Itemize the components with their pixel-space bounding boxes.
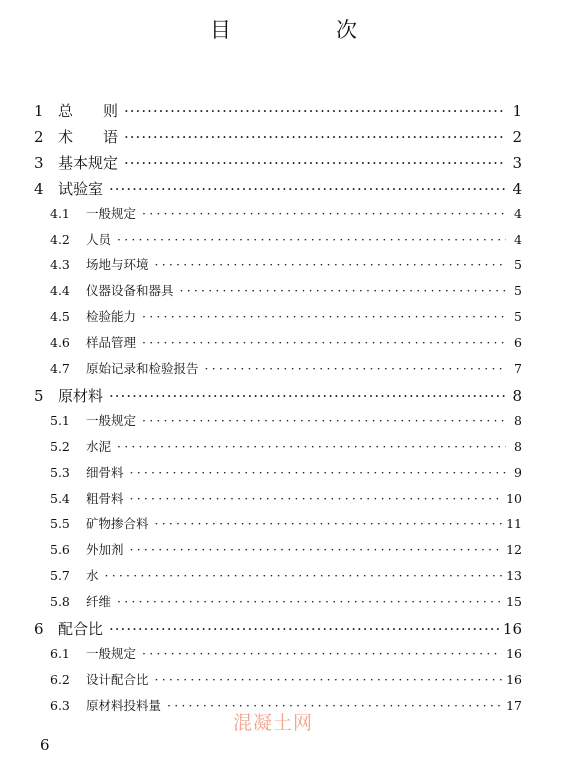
toc-leader-dots — [109, 387, 506, 402]
toc-leader-dots — [130, 465, 506, 478]
toc-entry-title: 总 则 — [58, 102, 119, 120]
toc-entry-number: 4.3 — [50, 257, 70, 273]
toc-entry-page: 5 — [514, 309, 522, 325]
toc-entry-number: 4.7 — [50, 361, 70, 376]
toc-entry[interactable] — [50, 307, 522, 325]
toc-entry-number: 4 — [34, 179, 44, 198]
toc-leader-dots — [130, 491, 503, 504]
toc-entry-page: 6 — [514, 335, 522, 351]
toc-entry-number: 6.3 — [50, 697, 70, 713]
toc-entry-page: 11 — [506, 516, 522, 532]
page-title: 目 次 — [210, 18, 399, 42]
toc-entry-page: 5 — [514, 283, 522, 299]
toc-entry-title: 仪器设备和器具 — [86, 283, 174, 299]
toc-entry[interactable] — [50, 463, 522, 481]
toc-entry-number: 5.5 — [50, 516, 70, 532]
toc-entry[interactable] — [50, 230, 522, 248]
toc-entry[interactable] — [34, 385, 522, 406]
toc-leader-dots — [105, 568, 503, 581]
toc-leader-dots — [124, 154, 506, 169]
toc-entry-title: 水泥 — [86, 438, 112, 454]
toc-entry[interactable] — [50, 514, 522, 532]
toc-entry-page: 16 — [506, 645, 522, 661]
toc-entry-page: 5 — [514, 257, 522, 273]
toc-entry-title: 细骨料 — [86, 464, 124, 480]
toc-entry[interactable] — [50, 644, 522, 662]
toc-leader-dots — [117, 232, 506, 245]
toc-leader-dots — [155, 257, 506, 270]
toc-entry[interactable] — [50, 281, 522, 299]
toc-leader-dots — [142, 335, 506, 348]
toc-entry-page: 10 — [506, 490, 522, 506]
toc-entry-number: 4.5 — [50, 309, 70, 325]
toc-leader-dots — [205, 361, 506, 374]
toc-entry-title: 配合比 — [58, 620, 104, 638]
toc-entry-title: 粗骨料 — [86, 490, 124, 506]
toc-entry-page: 9 — [514, 464, 522, 480]
toc-entry-page: 8 — [514, 438, 522, 454]
toc-entry-title: 一般规定 — [86, 645, 137, 661]
toc-entry[interactable] — [50, 333, 522, 351]
toc-entry-title: 一般规定 — [86, 205, 137, 221]
toc-leader-dots — [180, 283, 506, 296]
toc-entry-title: 试验室 — [58, 179, 104, 198]
toc-entry-number: 5.3 — [50, 464, 70, 480]
toc-entry-title: 样品管理 — [86, 335, 137, 351]
toc-entry-number: 5 — [34, 386, 44, 405]
toc-entry[interactable] — [50, 204, 522, 222]
toc-leader-dots — [142, 646, 502, 659]
toc-entry-number: 6.1 — [50, 645, 70, 661]
toc-leader-dots — [124, 102, 506, 117]
toc-entry-page: 4 — [514, 231, 522, 247]
toc-entry-page: 2 — [512, 127, 522, 146]
toc-entry-title: 外加剂 — [86, 542, 124, 558]
toc-entry-page: 13 — [506, 568, 522, 584]
toc-entry-page: 16 — [502, 620, 522, 638]
toc-entry-number: 6.2 — [50, 671, 70, 687]
toc-leader-dots — [167, 698, 502, 711]
toc-leader-dots — [142, 309, 506, 322]
toc-entry-page: 8 — [514, 412, 522, 428]
toc-entry-title: 水 — [86, 568, 99, 584]
toc-entry-page: 12 — [506, 542, 522, 558]
toc-entry-number: 5.2 — [50, 438, 70, 454]
toc-leader-dots — [142, 413, 506, 426]
toc-entry[interactable] — [50, 411, 522, 429]
toc-entry-page: 15 — [506, 594, 522, 610]
toc-entry-number: 4.6 — [50, 335, 70, 351]
toc-entry-number: 2 — [34, 127, 44, 146]
toc-entry-title: 原材料投料量 — [86, 697, 162, 713]
toc-entry-number: 6 — [34, 620, 44, 638]
toc-entry[interactable] — [34, 618, 522, 639]
toc-entry[interactable] — [50, 489, 522, 507]
toc-entry-number: 3 — [34, 153, 44, 172]
toc-entry-title: 原始记录和检验报告 — [86, 361, 199, 376]
toc-leader-dots — [117, 594, 502, 607]
toc-entry-title: 设计配合比 — [86, 671, 149, 687]
toc-entry[interactable] — [50, 592, 522, 610]
toc-entry[interactable] — [50, 566, 522, 584]
toc-leader-dots — [142, 206, 506, 219]
toc-leader-dots — [117, 439, 506, 452]
toc-entry-title: 一般规定 — [86, 412, 137, 428]
toc-leader-dots — [155, 672, 503, 685]
toc-leader-dots — [130, 542, 503, 555]
toc-entry-number: 5.1 — [50, 412, 70, 428]
toc-entry[interactable] — [50, 255, 522, 273]
toc-entry-page: 17 — [506, 697, 522, 713]
toc-entry-title: 矿物掺合料 — [86, 516, 149, 532]
toc-entry-title: 原材料 — [58, 386, 104, 405]
toc-entry[interactable] — [34, 152, 522, 173]
toc-entry[interactable] — [34, 178, 522, 199]
toc-entry-number: 5.4 — [50, 490, 70, 506]
toc-leader-dots — [109, 620, 499, 635]
toc-entry-page: 4 — [514, 205, 522, 221]
toc-entry[interactable] — [50, 540, 522, 558]
toc-leader-dots — [124, 128, 506, 143]
toc-entry-number: 5.7 — [50, 568, 70, 584]
toc-entry-title: 人员 — [86, 231, 112, 247]
toc-entry-number: 1 — [34, 102, 44, 120]
toc-entry-page: 3 — [512, 153, 522, 172]
toc-entry-title: 场地与环境 — [86, 257, 149, 273]
toc-entry-number: 5.8 — [50, 594, 70, 610]
toc-entry-page: 16 — [506, 671, 522, 687]
toc-leader-dots — [155, 516, 503, 529]
toc-entry-title: 检验能力 — [86, 309, 137, 325]
watermark: 混凝土网 — [233, 712, 314, 734]
toc-entry-number: 4.2 — [50, 231, 70, 247]
toc-entry-number: 5.6 — [50, 542, 70, 558]
toc-entry-page: 1 — [512, 102, 522, 120]
toc-entry-number: 4.1 — [50, 205, 70, 221]
toc-entry[interactable] — [34, 126, 522, 147]
toc-entry[interactable] — [34, 100, 522, 121]
toc-entry-title: 术 语 — [58, 127, 119, 146]
toc-leader-dots — [109, 180, 506, 195]
toc-entry-title: 基本规定 — [58, 153, 119, 172]
toc-entry[interactable] — [50, 437, 522, 455]
toc-entry[interactable] — [50, 359, 522, 377]
toc-entry-page: 8 — [512, 386, 522, 405]
toc-entry-title: 纤维 — [86, 594, 112, 610]
toc-entry[interactable] — [50, 670, 522, 688]
toc-entry-page: 4 — [512, 179, 522, 198]
toc-entry-number: 4.4 — [50, 283, 70, 299]
toc-entry-page: 7 — [514, 361, 522, 376]
page-number: 6 — [40, 736, 50, 754]
